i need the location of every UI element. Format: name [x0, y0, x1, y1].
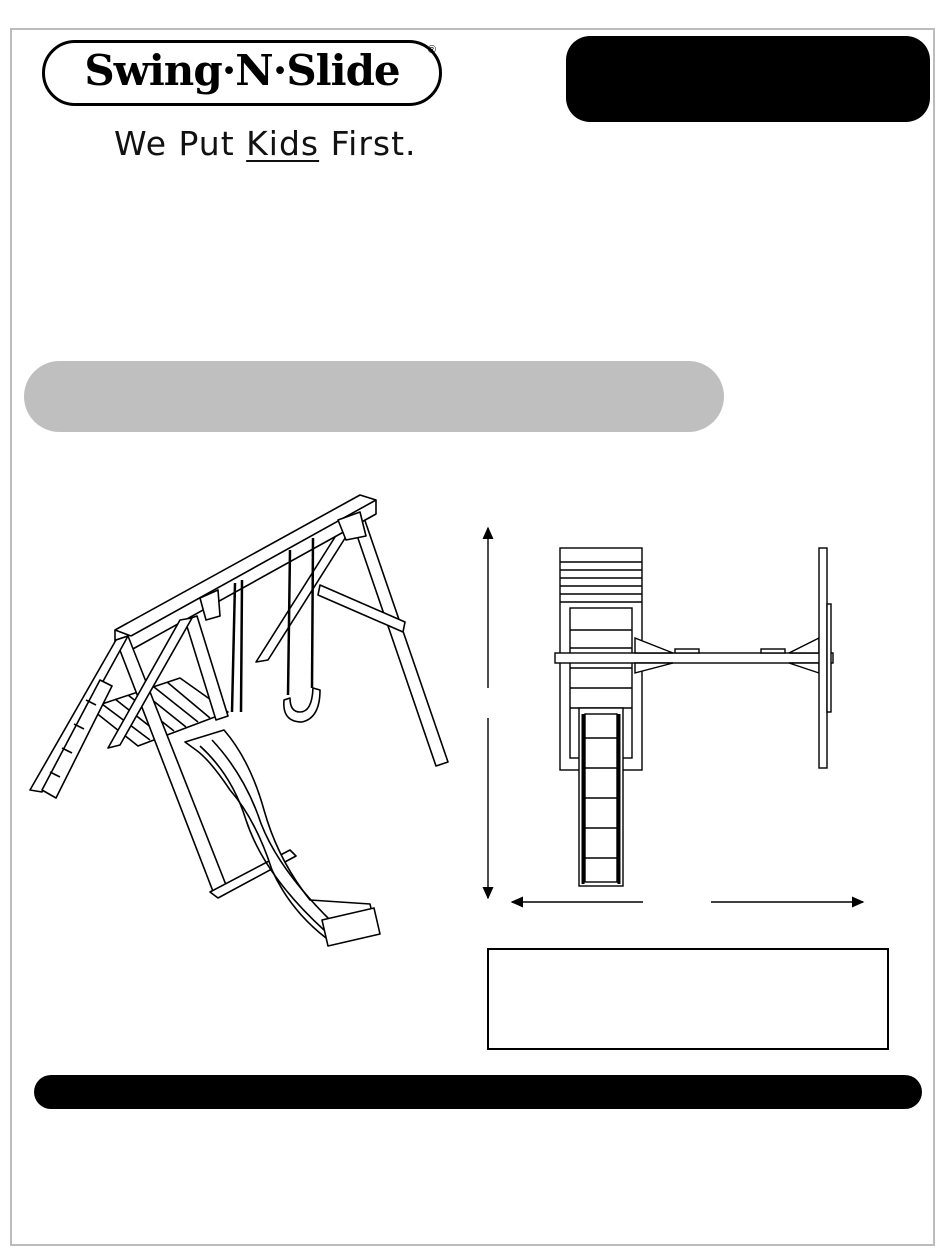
a-frame-brace-right [827, 604, 831, 712]
brace-left-top [635, 638, 673, 653]
logo-wordmark: Swing·N·Slide [84, 46, 400, 95]
model-title-block [566, 36, 930, 122]
swing-set-illustration [20, 490, 470, 960]
registered-mark: ® [427, 44, 436, 56]
swing-seat-top-2 [761, 649, 785, 653]
tagline-emphasis: Kids [246, 124, 320, 163]
chain-left [232, 583, 235, 712]
brace-right-top [789, 638, 819, 653]
tagline-part-1: We Put [114, 124, 247, 163]
beam-footprint [555, 653, 833, 663]
brand-logo [42, 40, 442, 106]
brace-left-bottom [635, 663, 673, 673]
swing-chain-front [312, 538, 313, 688]
section-banner [24, 361, 724, 432]
dimension-info-box [487, 948, 889, 1050]
tagline-part-2: First. [319, 124, 417, 163]
footer-bar [34, 1075, 922, 1109]
brace-right-bottom [789, 663, 819, 673]
swing-chain-back [288, 550, 290, 695]
chain-left-2 [241, 580, 242, 712]
tagline [114, 124, 417, 163]
climbing-wall [42, 680, 112, 798]
a-frame-right-footprint [819, 548, 827, 768]
a-frame-leg-back-right [350, 512, 448, 766]
swing-seat-top-1 [675, 649, 699, 653]
top-view-diagram [475, 518, 875, 910]
